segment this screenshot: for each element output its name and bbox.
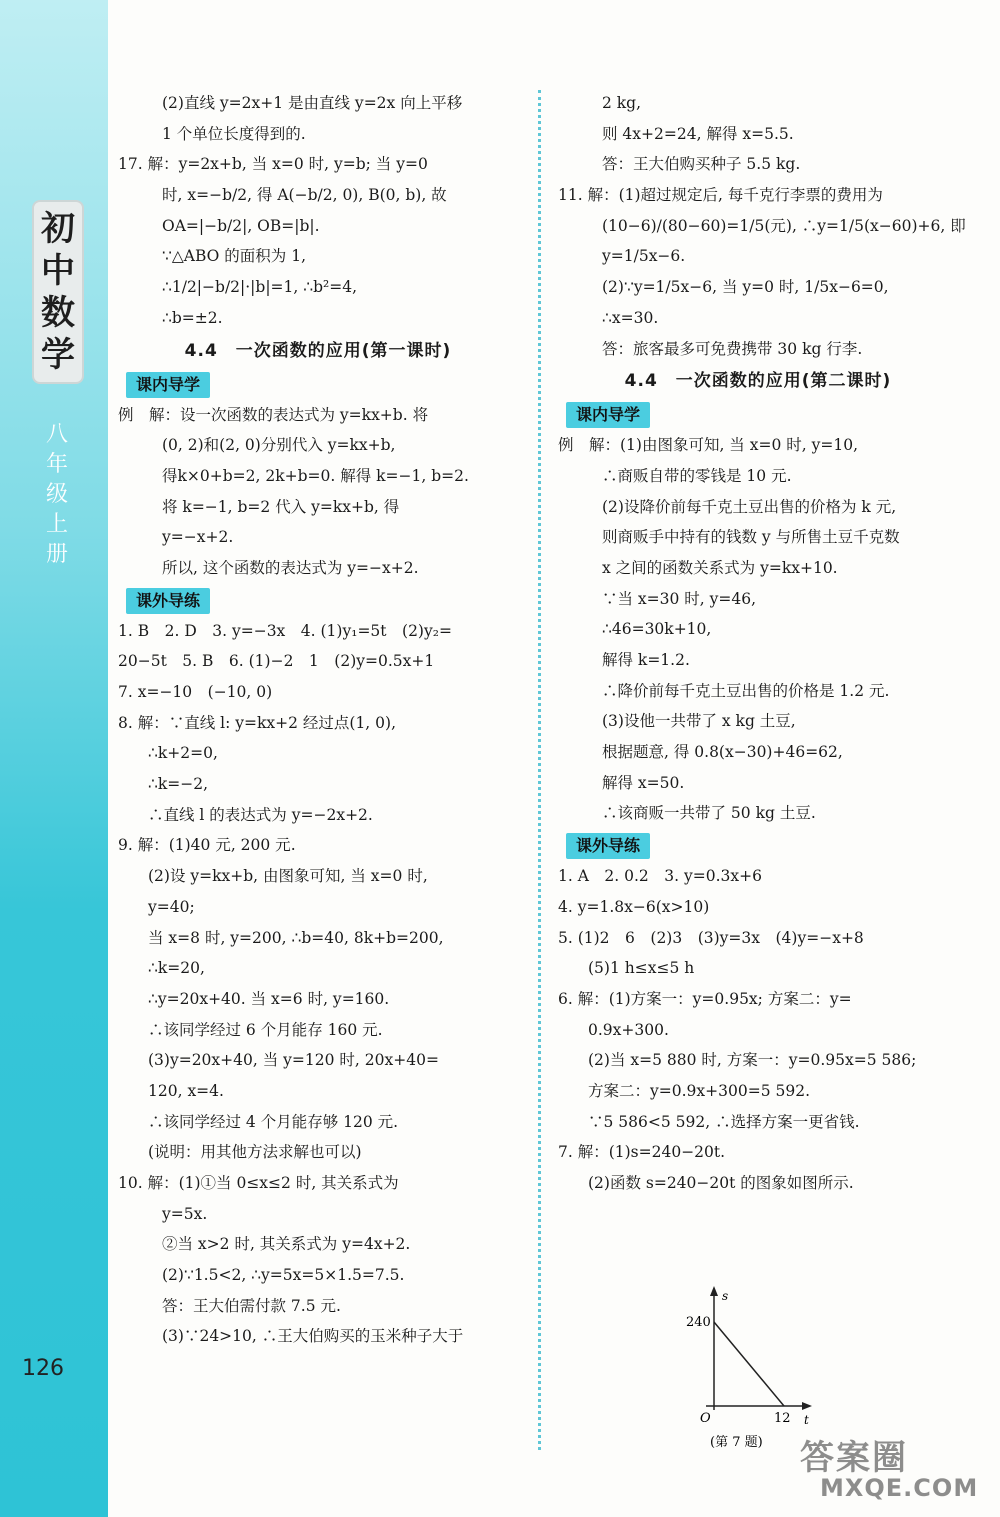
section-badge-row: [118, 584, 518, 616]
y-axis-arrow: [710, 1286, 718, 1296]
text-line: (2)设降价前每千克土豆出售的价格为 k 元,: [602, 497, 897, 516]
text-line: 则 4x+2=24, 解得 x=5.5.: [602, 124, 794, 143]
section-badge: 课外导练: [566, 833, 650, 859]
text-line: ∵5 586<5 592, ∴选择方案一更省钱.: [588, 1112, 860, 1131]
section-badge: 课外导练: [126, 588, 210, 614]
watermark-text: 答案圈: [800, 1438, 908, 1478]
text-line: 17. 解：y=2x+b, 当 x=0 时, y=b; 当 y=0: [118, 155, 428, 174]
text-line: 所以, 这个函数的表达式为 y=−x+2.: [162, 558, 419, 577]
text-line: 则商贩手中持有的钱数 y 与所售土豆千克数: [602, 528, 900, 547]
text-line: (3)∵24>10, ∴王大伯购买的玉米种子大于: [162, 1327, 464, 1346]
watermark-logo: [800, 1430, 990, 1510]
section-badge: 课内导学: [126, 372, 210, 398]
text-line: (2)直线 y=2x+1 是由直线 y=2x 向上平移: [162, 94, 463, 112]
text-line: 解得 k=1.2.: [602, 651, 690, 669]
text-line: y=40;: [148, 897, 195, 916]
text-line: ∵△ABO 的面积为 1,: [162, 247, 307, 266]
text-line: 1. B 2. D 3. y=−3x 4. (1)y₁=5t (2)y₂=: [118, 621, 452, 640]
text-line: ∴k=−2,: [148, 775, 209, 794]
text-line: 例 解：(1)由图象可知, 当 x=0 时, y=10,: [558, 436, 859, 455]
text-line: y=−x+2.: [162, 528, 234, 547]
text-line: 当 x=8 时, y=200, ∴b=40, 8k+b=200,: [148, 928, 444, 947]
book-title-label: [32, 200, 84, 384]
text-line: ∴该同学经过 4 个月能存够 120 元.: [148, 1112, 399, 1131]
text-line: ∴y=20x+40. 当 x=6 时, y=160.: [148, 989, 390, 1008]
text-line: ∵当 x=30 时, y=46,: [602, 589, 757, 608]
text-line: 1 个单位长度得到的.: [162, 124, 306, 143]
text-line: 答：王大伯需付款 7.5 元.: [162, 1296, 341, 1315]
page-number: 126: [22, 1356, 64, 1381]
text-line: 1. A 2. 0.2 3. y=0.3x+6: [558, 867, 762, 886]
section-title: 4.4 一次函数的应用(第二课时): [624, 371, 892, 392]
origin-label: O: [700, 1411, 711, 1426]
text-line: 11. 解：(1)超过规定后, 每千克行李票的费用为: [558, 186, 883, 205]
y-axis-label: s: [722, 1289, 729, 1303]
text-line: y=5x.: [162, 1204, 208, 1223]
text-line: (0, 2)和(2, 0)分别代入 y=kx+b,: [162, 436, 396, 455]
text-line: ②当 x>2 时, 其关系式为 y=4x+2.: [162, 1235, 411, 1254]
section-badge: 课内导学: [566, 402, 650, 428]
text-line: (3)y=20x+40, 当 y=120 时, 20x+40=: [148, 1051, 439, 1070]
text-line: ∴k=20,: [148, 959, 205, 978]
text-line: 10. 解：(1)①当 0≤x≤2 时, 其关系式为: [118, 1174, 399, 1192]
title-char: 学: [41, 335, 75, 375]
text-line: ∴46=30k+10,: [602, 620, 712, 639]
text-line: (2)函数 s=240−20t 的图象如图所示.: [588, 1174, 854, 1192]
title-char: 数: [41, 293, 75, 333]
text-line: (2)设 y=kx+b, 由图象可知, 当 x=0 时,: [148, 867, 428, 886]
text-line: 得k×0+b=2, 2k+b=0. 解得 k=−1, b=2.: [162, 466, 469, 485]
column-divider: [538, 90, 541, 1450]
text-line: 例 解：设一次函数的表达式为 y=kx+b. 将: [118, 405, 429, 424]
text-line: 8. 解：∵直线 l: y=kx+2 经过点(1, 0),: [118, 713, 397, 732]
text-line: 4. y=1.8x−6(x>10): [558, 897, 710, 916]
y-tick-label: 240: [686, 1315, 711, 1330]
figure-caption: (第 7 题): [710, 1435, 763, 1450]
grade-label: 八年级上册: [45, 422, 68, 567]
text-line: 20−5t 5. B 6. (1)−2 1 (2)y=0.5x+1: [118, 652, 435, 671]
text-line: x 之间的函数关系式为 y=kx+10.: [602, 558, 838, 577]
text-line: 将 k=−1, b=2 代入 y=kx+b, 得: [162, 497, 400, 516]
x-tick-label: 12: [774, 1411, 791, 1426]
x-axis-label: t: [804, 1413, 809, 1427]
text-line: 120, x=4.: [148, 1081, 224, 1100]
text-line: (2)∵y=1/5x−6, 当 y=0 时, 1/5x−6=0,: [602, 278, 889, 297]
text-line: ∴直线 l 的表达式为 y=−2x+2.: [148, 805, 373, 824]
text-line: ∴该同学经过 6 个月能存 160 元.: [148, 1020, 383, 1039]
text-line: 根据题意, 得 0.8(x−30)+46=62,: [602, 743, 843, 762]
text-line: (5)1 h≤x≤5 h: [588, 959, 695, 978]
text-line: 5. (1)2 6 (2)3 (3)y=3x (4)y=−x+8: [558, 928, 864, 947]
text-line: 7. 解：(1)s=240−20t.: [558, 1143, 726, 1162]
text-line: (3)设他一共带了 x kg 土豆,: [602, 712, 796, 731]
section-badge-row: [558, 398, 958, 430]
text-line: 时, x=−b/2, 得 A(−b/2, 0), B(0, b), 故: [162, 186, 447, 205]
text-line: ∴该商贩一共带了 50 kg 土豆.: [602, 804, 816, 823]
text-line: 答：王大伯购买种子 5.5 kg.: [602, 155, 801, 174]
title-char: 初: [41, 209, 75, 249]
graph-line: [714, 1322, 784, 1406]
text-line: 7. x=−10 (−10, 0): [118, 683, 273, 701]
right-column: [558, 88, 966, 1199]
text-line: 答：旅客最多可免费携带 30 kg 行李.: [602, 339, 863, 358]
text-line: 解得 x=50.: [602, 773, 685, 792]
text-line: 0.9x+300.: [588, 1020, 669, 1039]
title-char: 中: [41, 251, 75, 291]
text-line: 6. 解：(1)方案一：y=0.95x; 方案二：y=: [558, 989, 852, 1008]
watermark-url: MXQE.COM: [820, 1474, 979, 1502]
text-line: (2)∵1.5<2, ∴y=5x=5×1.5=7.5.: [162, 1266, 405, 1285]
section-badge-row: [558, 829, 958, 861]
text-line: ∴商贩自带的零钱是 10 元.: [602, 466, 792, 485]
text-line: (说明：用其他方法求解也可以): [148, 1143, 362, 1162]
text-line: 2 kg,: [602, 94, 642, 112]
text-line: (2)当 x=5 880 时, 方案一：y=0.95x=5 586;: [588, 1051, 917, 1070]
section-title: 4.4 一次函数的应用(第一课时): [184, 340, 452, 361]
text-line: ∴1/2|−b/2|·|b|=1, ∴b²=4,: [162, 278, 358, 297]
text-line: ∴k+2=0,: [148, 744, 218, 763]
text-line: OA=|−b/2|, OB=|b|.: [162, 216, 320, 235]
text-line: 方案二：y=0.9x+300=5 592.: [588, 1081, 810, 1100]
text-line: ∴降价前每千克土豆出售的价格是 1.2 元.: [602, 681, 890, 700]
text-line: ∴x=30.: [602, 308, 659, 327]
left-column: [118, 88, 518, 1352]
text-line: (10−6)/(80−60)=1/5(元), ∴y=1/5(x−60)+6, 即: [602, 216, 966, 235]
text-line: ∴b=±2.: [162, 308, 223, 327]
text-line: y=1/5x−6.: [602, 247, 686, 266]
section-badge-row: [118, 368, 518, 400]
text-line: 9. 解：(1)40 元, 200 元.: [118, 836, 296, 855]
x-axis-arrow: [802, 1402, 812, 1410]
